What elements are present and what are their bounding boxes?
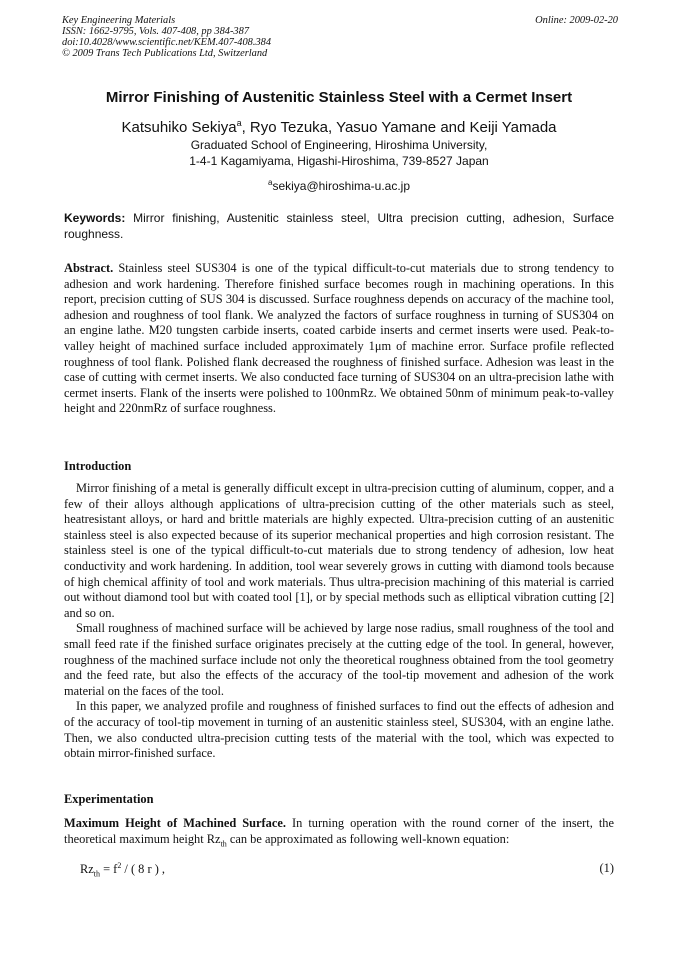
doi-line: doi:10.4028/www.scientific.net/KEM.407-408.384 bbox=[62, 37, 272, 48]
max-height-subscript: th bbox=[220, 839, 227, 849]
keywords-label: Keywords: bbox=[64, 211, 126, 225]
equation-number: (1) bbox=[599, 861, 614, 875]
intro-paragraph-3: In this paper, we analyzed profile and roughness of finished surfaces to find out the effects of adhesion and of the accuracy of tool-tip movement in turning of an austenitic stainless steel, SUS304, with an engine lathe. Then, we also conducted ultra-precision cutting tests of the material with the tool, which was expected to obtain mirror-finished surface. bbox=[64, 699, 614, 761]
journal-name: Key Engineering Materials bbox=[62, 15, 176, 26]
online-date: Online: 2009-02-20 bbox=[535, 15, 618, 26]
experimentation-body bbox=[64, 816, 614, 852]
keywords-text: Mirror finishing, Austenitic stainless steel, Ultra precision cutting, adhesion, Surface roughness. bbox=[64, 211, 614, 241]
intro-paragraph-2: Small roughness of machined surface will be achieved by large nose radius, small roughness of the tool and small feed rate if the finished surface originates precisely at the cutting edge of the tool. In general, however, roughness of the machined surface include not only the theoretical roughness obtained from the tool geometry and the feed rate, but also the effects of the accuracy of the tool-tip movement and adhesion of the work material on the faces of the tool. bbox=[64, 621, 614, 698]
email-superscript: a bbox=[267, 178, 273, 187]
equation-part-1: = f bbox=[100, 862, 118, 877]
equation-lhs-subscript: th bbox=[93, 869, 100, 879]
other-authors: , Ryo Tezuka, Yasuo Yamane and Keiji Yamada bbox=[241, 119, 557, 136]
equation-lhs: Rz bbox=[80, 862, 94, 877]
equation-exponent: 2 bbox=[117, 861, 122, 870]
intro-paragraph-1: Mirror finishing of a metal is generally difficult except in ultra-precision cutting of aluminum, copper, and a few of their alloys although applications of ultra-precision cutting of the other materials such as steel, heatresistant alloys, or hard and brittle materials are highly expected. Ultra-precision cutting of an austenitic stainless steel is also expected because of its superior mechanical properties and high corrosion resistant. The stainless steel is one of the typical difficult-to-cut materials due to strong tendency of adhesion, low heat conductivity and work hardening. In addition, tool wear severely grows in cutting with diamond tools because of high chemical affinity of tool and work materials. Thus ultra-precision machining of this material is carried out without diamond tool but with coated tool [1], or by special methods such as elliptical vibration cutting [2] and so on. bbox=[64, 481, 614, 620]
issn-line: ISSN: 1662-9795, Vols. 407-408, pp 384-387 bbox=[62, 26, 250, 37]
abstract bbox=[64, 261, 614, 417]
author-superscript: a bbox=[236, 118, 242, 128]
journal-header bbox=[62, 15, 618, 59]
copyright-line: © 2009 Trans Tech Publications Ltd, Switzerland bbox=[62, 48, 268, 59]
first-author: Katsuhiko Sekiya bbox=[121, 119, 237, 136]
paper-title: Mirror Finishing of Austenitic Stainless Steel with a Cermet Insert bbox=[105, 89, 573, 106]
abstract-text: Stainless steel SUS304 is one of the typical difficult-to-cut materials due to strong tendency to adhesion and work hardening. Therefore finished surface becomes rough in machining operations. In this report, precision cutting of SUS 304 is discussed. Surface roughness depends on accuracy of the machine tool, adhesion and roughness of tool flank. We analyzed the factors of surface roughness in turning of SUS304 on an engine lathe. M20 tungsten carbide inserts, coated carbide inserts and cermet inserts were used. Peak-to-valley height of machined surface included approximately 1μm of machine error. Surface profile reflected roughness of tool flank. Polished flank decreased the roughness of finished surface. Adhesion was least in the case of cutting with cermet inserts. We also conducted face turning of SUS304 on an ultra-precision lathe with cermet inserts. Flank of the inserts were polished to 100nmRz. We obtained 50nm of minimum peak-to-valley height and 220nmRz of surface roughness. bbox=[64, 261, 614, 416]
equation-part-2: / ( 8 r ) , bbox=[121, 862, 166, 877]
abstract-label: Abstract. bbox=[64, 261, 114, 275]
experimentation-heading: Experimentation bbox=[64, 792, 154, 806]
introduction-heading: Introduction bbox=[64, 459, 132, 473]
affiliation-line-2: 1-4-1 Kagamiyama, Higashi-Hiroshima, 739-8527 Japan bbox=[189, 153, 489, 168]
max-height-subheading: Maximum Height of Machined Surface. bbox=[64, 816, 286, 830]
author-list bbox=[0, 113, 678, 138]
introduction-body bbox=[64, 481, 614, 762]
equation-1 bbox=[80, 861, 614, 879]
email-address[interactable]: sekiya@hiroshima-u.ac.jp bbox=[272, 179, 411, 193]
keywords bbox=[64, 211, 614, 242]
max-height-text-1: In turning operation with the round corner of the insert, the theoretical maximum height Rz bbox=[64, 816, 614, 846]
author-email bbox=[0, 175, 678, 194]
max-height-text-2: can be approximated as following well-known equation: bbox=[226, 831, 510, 846]
affiliation-line-1: Graduated School of Engineering, Hiroshima University, bbox=[190, 138, 488, 152]
affiliation bbox=[0, 138, 678, 169]
